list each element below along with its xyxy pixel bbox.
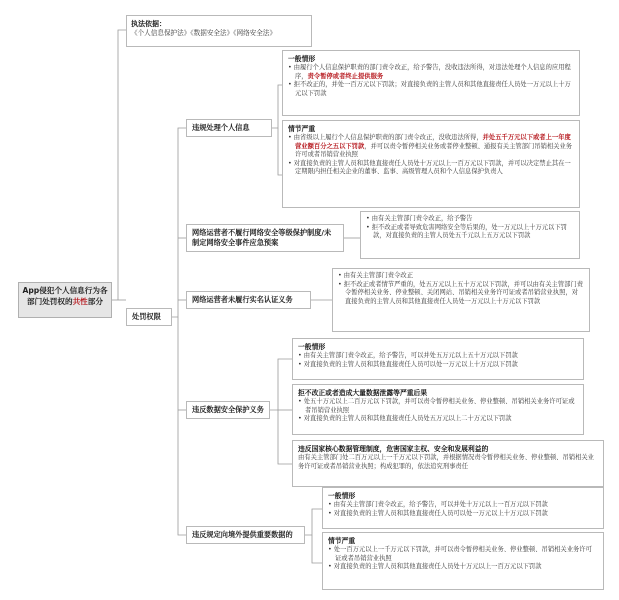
category-security-level-protection: 网络运营者不履行网络安全等级保护制度/未制定网络安全事件应急预案 [186,224,344,252]
detail-item: • 对直接负责的主管人员和其他直接责任人员处十万元以上一百万元以下罚款，并可以决定禁止其在一定期限内担任相关企业的董事、监事、高级管理人员和个人信息保护负责人 [288,159,571,176]
detail-core-data: 违反国家核心数据管理制度，危害国家主权、安全和发展利益的 由有关主管部门处二百万元以上一千万元以下罚款，并根据情况责令暂停相关业务、停业整顿、吊销相关业务许可证或者吊销营业执照；构成犯罪的，依法追究刑事责任 [292,440,604,487]
detail-item: • 处五十万元以上二百万元以下罚款，并可以责令暂停相关业务、停业整顿、吊销相关业务许可证或者吊销营业执照 [298,398,575,414]
legal-basis-box [126,15,312,47]
detail-item: • 对直接负责的主管人员和其他直接责任人员可以处一万元以上十万元以下罚款 [328,509,548,517]
root-label-part2: 部分 [87,296,103,306]
legal-basis-title: 执法依据： [131,20,166,28]
detail-item: • 拒不改正或者导致危害网络安全等后果的，处一万元以上十万元以下罚款，对直接负责的主管人员处五千元以上五万元以下罚款 [366,223,567,240]
detail-real-name [332,268,590,332]
detail-item: • 拒不改正的，并处一百万元以下罚款；对直接负责的主管人员和其他直接责任人员处一万元以上十万元以下罚款 [288,81,571,97]
detail-item: • 对直接负责的主管人员和其他直接责任人员处十万元以上一百万元以下罚款 [328,563,542,571]
category-cross-border-data: 违反规定向境外提供重要数据的 [186,526,305,544]
detail-item: 由有关主管部门处二百万元以上一千万元以下罚款，并根据情况责令暂停相关业务、停业整顿、吊销相关业务许可证或者吊销营业执照；构成犯罪的，依法追究刑事责任 [298,454,594,470]
root-label-emphasis: 共性 [72,296,88,306]
detail-item: • 由有关主管部门责令改正，给予警告，可以并处十万元以上一百万元以下罚款 [328,501,548,508]
detail-cross-border-serious: 情节严重 • 处一百万元以上一千万元以下罚款，并可以责令暂停相关业务、停业整顿、吊销相关业务许可证或者吊销营业执照 • 对直接负责的主管人员和其他直接责任人员处十万元以上一百万元以下罚款 [322,532,604,590]
detail-item: • 对直接负责的主管人员和其他直接责任人员可以处一万元以上十万元以下罚款 [298,360,518,368]
detail-item: • 由省级以上履行个人信息保护职责的部门责令改正，没收违法所得，并处五千万元以下或者上一年度营业额百分之五以下罚款，并可以责令暂停相关业务或者停业整顿、通报有关主管部门吊销相关业务许可或者吊销营业执照 [288,134,573,159]
penalty-label: 处罚权限 [132,312,161,321]
detail-data-general: 一般情形 • 由有关主管部门责令改正，给予警告，可以并处五万元以上五十万元以下罚款 • 对直接负责的主管人员和其他直接责任人员可以处一万元以上十万元以下罚款 [292,338,584,380]
detail-item: • 由有关主管部门责令改正，给予警告 [366,215,473,222]
detail-item: • 由履行个人信息保护职责的部门责令改正，给予警告，没收违法所得，对违法处理个人信息的应用程序，责令暂停或者终止提供服务 [288,64,571,80]
detail-serious-case-1: 情节严重 • 由省级以上履行个人信息保护职责的部门责令改正，没收违法所得，并处五千万元以下或者上一年度营业额百分之五以下罚款，并可以责令暂停相关业务或者停业整顿、通报有关主管部门吊销相关业务许可或者吊销营业执照 • 对直接负责的主管人员和其他直接责任人员处十万元以上一百万元以下罚款，并可以决定禁止其在一定期限内担任相关企业的董事、监事、高级管理人员和个人信息保护负责人 [282,120,580,208]
category-real-name-auth: 网络运营者未履行实名认证义务 [186,291,311,309]
detail-general-case-1: 一般情形 • 由履行个人信息保护职责的部门责令改正，给予警告，没收违法所得，对违法处理个人信息的应用程序，责令暂停或者终止提供服务 • 拒不改正的，并处一百万元以下罚款；对直接负责的主管人员和其他直接责任人员处一万元以上十万元以下罚款 [282,50,580,116]
detail-item: • 由有关主管部门责令改正 [338,272,413,279]
category-illegal-processing: 违规处理个人信息 [186,119,272,137]
detail-item: • 拒不改正或者情节严重的，处五万元以上五十万元以下罚款，并可以由有关主管部门责令暂停相关业务、停业整顿、关闭网站、吊销相关业务许可证或者吊销营业执照，对直接负责的主管人员和其他直接责任人员处一万元以上十万元以下罚款 [338,280,583,305]
legal-basis-laws: 《个人信息保护法》《数据安全法》《网络安全法》 [131,29,277,37]
category-data-security: 违反数据安全保护义务 [186,401,270,419]
detail-data-serious: 拒不改正或者造成大量数据泄露等严重后果 • 处五十万元以上二百万元以下罚款，并可以责令暂停相关业务、停业整顿、吊销相关业务许可证或者吊销营业执照 • 对直接负责的主管人员和其他直接责任人员处五万元以上二十万元以下罚款 [292,384,584,435]
detail-item: • 对直接负责的主管人员和其他直接责任人员处五万元以上二十万元以下罚款 [298,415,512,423]
detail-cross-border-general: 一般情形 • 由有关主管部门责令改正，给予警告，可以并处十万元以上一百万元以下罚款 • 对直接负责的主管人员和其他直接责任人员可以处一万元以上十万元以下罚款 [322,487,604,529]
root-node [18,282,112,318]
detail-security-level [360,211,580,259]
root-label-part1: App侵犯个人信息行为各部门处罚权的 [22,286,108,306]
detail-item: • 处一百万元以上一千万元以下罚款，并可以责令暂停相关业务、停业整顿、吊销相关业务许可证或者吊销营业执照 [328,546,592,562]
penalty-authority-node [126,308,172,326]
detail-item: • 由有关主管部门责令改正，给予警告，可以并处五万元以上五十万元以下罚款 [298,352,518,359]
